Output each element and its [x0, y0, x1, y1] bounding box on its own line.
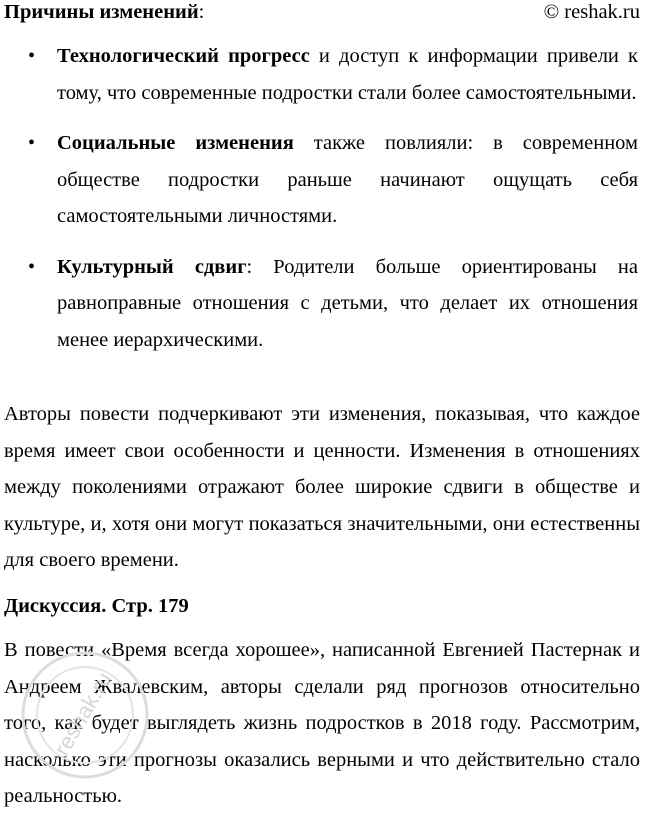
bullet-term: Технологический прогресс — [57, 45, 310, 67]
bullet-term: Социальные изменения — [57, 132, 294, 154]
list-item — [0, 38, 646, 111]
bullet-text: также повлияли: в современном обществе подростки раньше начинают ощущать себя самостоятельными личностями. — [57, 132, 639, 227]
body-paragraph: Авторы повести подчеркивают эти изменения, показывая, что каждое время имеет свои особенности и ценности. Изменения в отношениях между поколениями отражают более широкие сдвиги в обществе и культуре, и, хотя они могут показаться значительными, они естественны для своего времени. — [4, 403, 640, 571]
section-title-text: Причины изменений — [4, 1, 199, 23]
section-title-colon: : — [198, 1, 205, 23]
source-credit: © reshak.ru — [543, 1, 640, 23]
bullet-text: и доступ к информации привели к тому, что современные подростки стали более самостоятельными. — [57, 45, 638, 104]
bullet-term: Культурный сдвиг — [57, 255, 247, 278]
page-header — [4, 0, 640, 30]
body-paragraph: В повести «Время всегда хорошее», написанной Евгенией Пастернак и Андреем Жвалевским, авторы сделали ряд прогнозов относительно того, как будет выглядеть жизнь подростков в 2018 году. Рассмотрим, насколько эти прогнозы оказались верными и что действительно стало реальностью. — [4, 639, 640, 807]
list-item — [0, 125, 646, 235]
bullet-text: : Родители больше ориентированы на равноправные отношения с детьми, что делает их отношения менее иерархическими. — [57, 255, 638, 351]
section-title — [4, 0, 204, 24]
watermark-text: reshak.ru — [49, 667, 117, 760]
section-heading: Дискуссия. Стр. 179 — [4, 595, 189, 617]
list-item — [0, 249, 646, 359]
reasons-list — [0, 38, 646, 372]
